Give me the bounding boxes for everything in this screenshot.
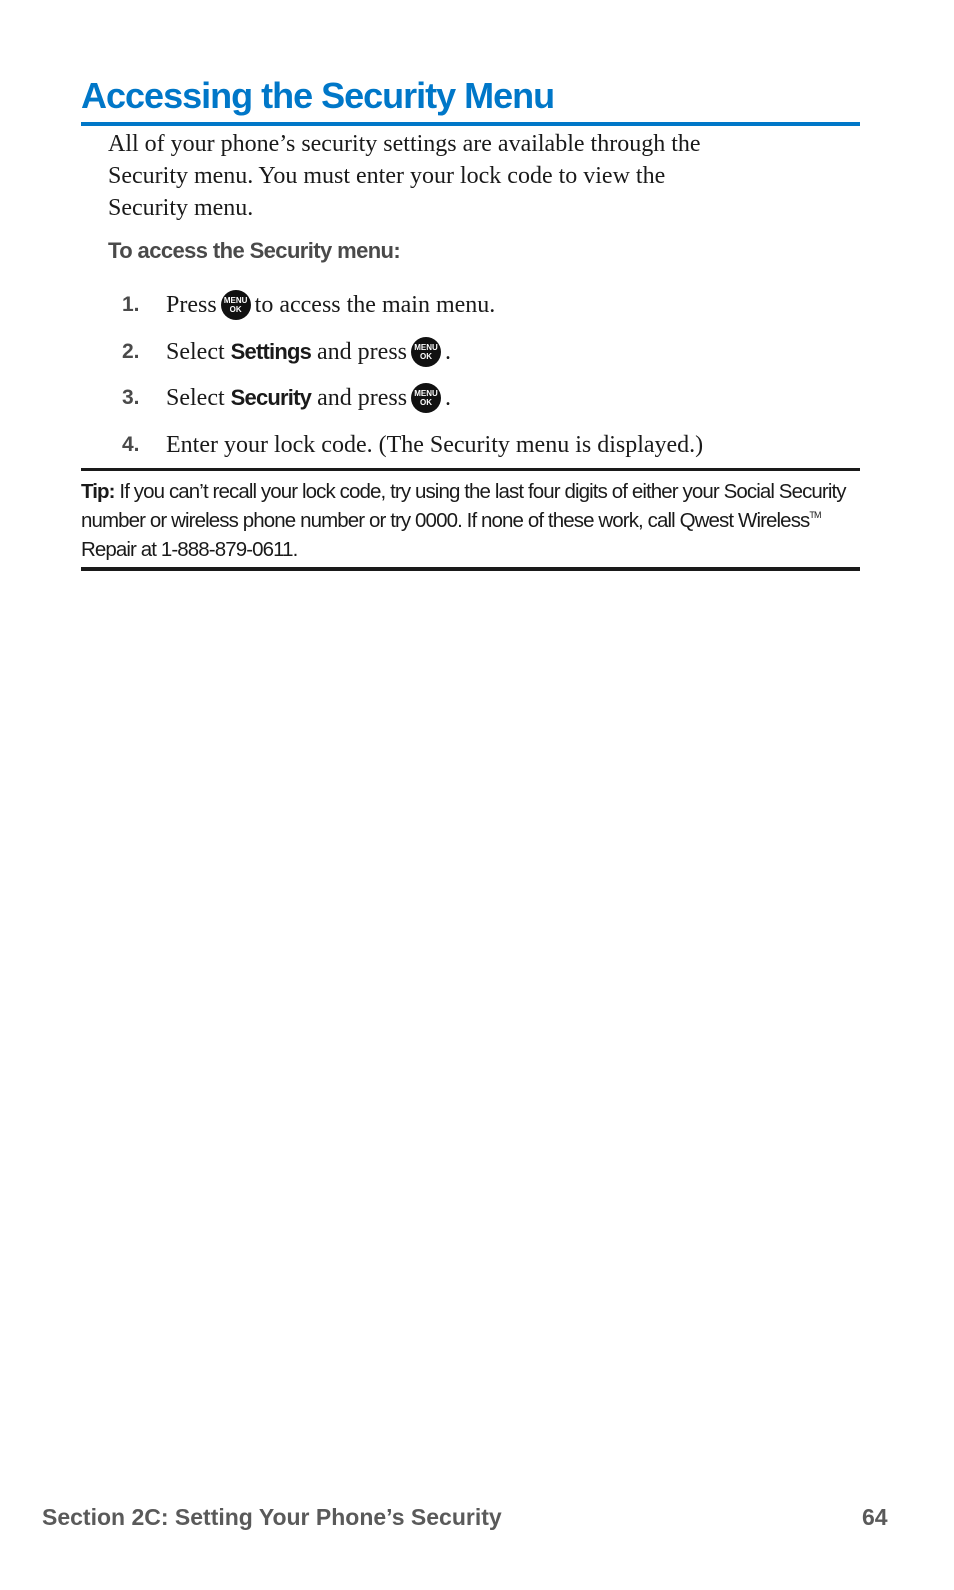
procedure-subheading: To access the Security menu:	[108, 238, 401, 263]
menu-name-security: Security	[230, 385, 312, 411]
key-icon-line-2: OK	[420, 398, 433, 408]
step-text-after: .	[445, 385, 452, 412]
step-text	[166, 382, 451, 414]
key-icon-line-1: MENU	[414, 342, 438, 352]
step-number: 2.	[122, 339, 140, 363]
step-text-before: Select	[166, 385, 225, 412]
tip-box	[81, 468, 860, 571]
menu-name-settings: Settings	[230, 338, 312, 364]
step-text	[166, 289, 495, 321]
key-icon-line-1: MENU	[223, 296, 248, 306]
tip-body-end: Repair at 1-888-879-0611.	[81, 538, 298, 561]
step-number: 3.	[122, 386, 140, 410]
key-icon-line-1: MENU	[414, 389, 438, 399]
step-text-before: Press	[166, 292, 217, 319]
trademark-mark: TM	[809, 510, 821, 520]
step-4	[122, 422, 842, 469]
step-text-after: .	[445, 338, 452, 365]
intro-line-3: Security menu.	[108, 195, 254, 221]
step-2	[122, 329, 842, 376]
step-text-after: to access the main menu.	[254, 292, 496, 319]
tip-body: If you can’t recall your lock code, try using the last four digits of either your Social Security number or wireless phone number or try 0000. If none of these work, call Qwest Wireless	[81, 480, 846, 532]
menu-ok-key-icon	[411, 337, 441, 367]
step-number: 4.	[122, 432, 140, 456]
step-text-middle: and press	[317, 385, 408, 412]
menu-ok-key-icon	[221, 290, 251, 320]
tip-label: Tip:	[81, 480, 115, 503]
step-1	[122, 282, 842, 329]
tip-text	[81, 477, 860, 564]
step-text	[166, 336, 451, 368]
menu-ok-key-icon	[411, 383, 441, 413]
page-number: 64	[862, 1504, 888, 1530]
step-3	[122, 375, 842, 422]
step-number: 1.	[122, 293, 140, 317]
key-icon-line-2: OK	[420, 351, 433, 361]
footer-section-title: Section 2C: Setting Your Phone’s Security	[42, 1504, 502, 1530]
step-list	[122, 282, 842, 468]
key-icon-line-2: OK	[229, 305, 242, 315]
intro-paragraph	[108, 128, 808, 224]
step-text-before: Select	[166, 338, 225, 365]
intro-line-2: Security menu. You must enter your lock code to view the	[108, 163, 666, 189]
step-text-middle: and press	[317, 338, 408, 365]
step-text: Enter your lock code. (The Security menu is displayed.)	[166, 431, 704, 458]
page-title: Accessing the Security Menu	[81, 70, 860, 126]
intro-line-1: All of your phone’s security settings are available through the	[108, 131, 701, 157]
